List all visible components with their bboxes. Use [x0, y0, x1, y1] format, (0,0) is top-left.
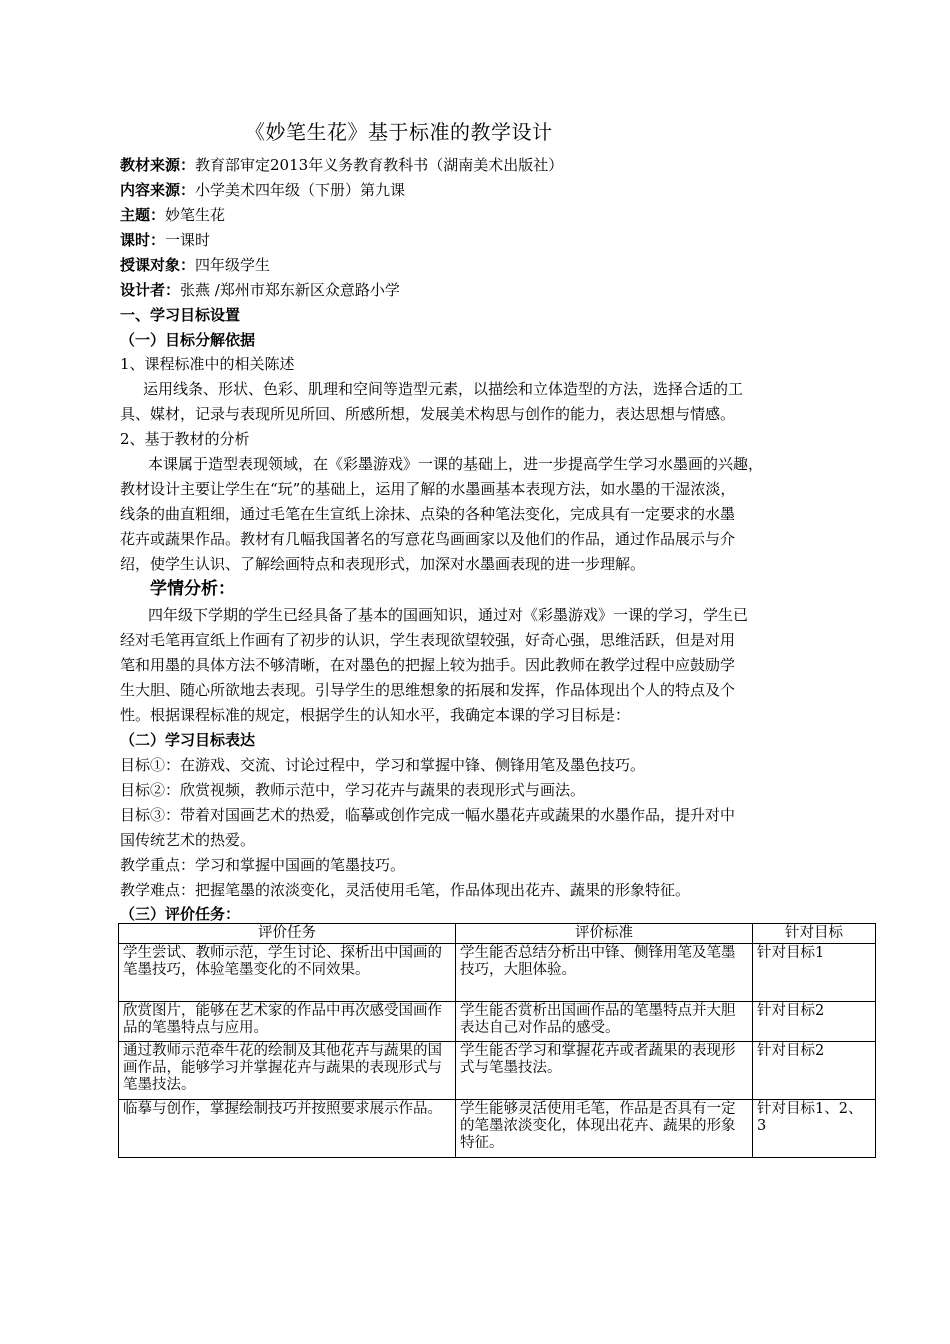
table-cell: 学生尝试、教师示范，学生讨论、探析出中国画的笔墨技巧，体验笔墨变化的不同效果。 [119, 944, 456, 1002]
meta-source [120, 153, 563, 177]
section-heading-1c: （三）评价任务： [120, 905, 241, 923]
paragraph-1-line-1: 运用线条、形状、色彩、肌理和空间等造型元素，以描绘和立体造型的方法，选择合适的工 [143, 380, 744, 398]
paragraph-3-line-3: 笔和用墨的具体方法不够清晰，在对墨色的把握上较为拙手。因此教师在教学过程中应鼓励学 [120, 656, 736, 674]
table-row [119, 1042, 876, 1100]
student-analysis-heading: 学情分析： [150, 579, 235, 599]
table-row [119, 1100, 876, 1158]
teaching-difficulty: 教学难点：把握笔墨的浓淡变化，灵活使用毛笔，作品体现出花卉、蔬果的形象特征。 [120, 881, 691, 899]
table-cell: 欣赏图片，能够在艺术家的作品中再次感受国画作品的笔墨特点与应用。 [119, 1002, 456, 1042]
goal-2: 目标②：欣赏视频，教师示范中，学习花卉与蔬果的表现形式与画法。 [120, 781, 586, 799]
meta-content-label: 内容来源： [120, 181, 196, 199]
meta-hours [120, 228, 210, 252]
paragraph-2-line-3: 线条的曲直粗细，通过毛笔在生宣纸上涂抹、点染的各种笔法变化，完成具有一定要求的水墨 [120, 505, 736, 523]
table-row [119, 944, 876, 1002]
table-cell: 临摹与创作，掌握绘制技巧并按照要求展示作品。 [119, 1100, 456, 1158]
teaching-key-point: 教学重点：学习和掌握中国画的笔墨技巧。 [120, 856, 406, 874]
meta-topic [120, 203, 225, 227]
table-header-row [119, 924, 876, 944]
paragraph-2-line-1: 本课属于造型表现领域，在《彩墨游戏》一课的基础上，进一步提高学生学习水墨画的兴趣， [148, 455, 764, 473]
goal-3-line-2: 国传统艺术的热爱。 [120, 831, 256, 849]
table-cell: 通过教师示范牵牛花的绘制及其他花卉与蔬果的国画作品，能够学习并掌握花卉与蔬果的表现形式与笔墨技法。 [119, 1042, 456, 1100]
meta-topic-label: 主题： [120, 206, 166, 224]
meta-source-label: 教材来源： [120, 156, 196, 174]
meta-topic-value: 妙笔生花 [165, 206, 226, 224]
goal-1: 目标①：在游戏、交流、讨论过程中，学习和掌握中锋、侧锋用笔及墨色技巧。 [120, 756, 646, 774]
section-heading-1a: （一）目标分解依据 [120, 331, 256, 349]
meta-audience-value: 四年级学生 [195, 256, 271, 274]
table-header-target: 针对目标 [753, 924, 876, 944]
table-cell: 针对目标2 [753, 1002, 876, 1042]
section-heading-1b: （二）学习目标表达 [120, 731, 256, 749]
table-cell: 针对目标1、2、3 [753, 1100, 876, 1158]
paragraph-3-line-4: 生大胆、随心所欲地去表现。引导学生的思维想象的拓展和发挥，作品体现出个人的特点及个 [120, 681, 736, 699]
document-title: 《妙笔生花》基于标准的教学设计 [245, 120, 553, 144]
paragraph-3-line-1: 四年级下学期的学生已经具备了基本的国画知识，通过对《彩墨游戏》一课的学习，学生已 [148, 606, 749, 624]
table-cell: 针对目标1 [753, 944, 876, 1002]
table-row [119, 1002, 876, 1042]
section-heading-1: 一、学习目标设置 [120, 306, 241, 324]
table-cell: 学生能够灵活使用毛笔，作品是否具有一定的笔墨浓淡变化，体现出花卉、蔬果的形象特征。 [456, 1100, 753, 1158]
meta-designer [120, 278, 400, 302]
meta-content [120, 178, 405, 202]
table-header-standard: 评价标准 [456, 924, 753, 944]
paragraph-2-line-4: 花卉或蔬果作品。教材有几幅我国著名的写意花鸟画画家以及他们的作品，通过作品展示与介 [120, 530, 736, 548]
table-cell: 学生能否赏析出国画作品的笔墨特点并大胆表达自己对作品的感受。 [456, 1002, 753, 1042]
meta-source-value: 教育部审定2013年义务教育教科书（湖南美术出版社） [195, 156, 564, 174]
table-cell: 学生能否总结分析出中锋、侧锋用笔及笔墨技巧，大胆体验。 [456, 944, 753, 1002]
meta-designer-value: 张燕 /郑州市郑东新区众意路小学 [180, 281, 400, 299]
evaluation-table [118, 923, 876, 1158]
table-cell: 学生能否学习和掌握花卉或者蔬果的表现形式与笔墨技法。 [456, 1042, 753, 1100]
paragraph-3-line-5: 性。根据课程标准的规定，根据学生的认知水平，我确定本课的学习目标是： [120, 706, 631, 724]
paragraph-2-title: 2、基于教材的分析 [120, 430, 250, 448]
meta-audience [120, 253, 270, 277]
paragraph-2-line-5: 绍，使学生认识、了解绘画特点和表现形式，加深对水墨画表现的进一步理解。 [120, 555, 646, 573]
meta-audience-label: 授课对象： [120, 256, 196, 274]
meta-designer-label: 设计者： [120, 281, 181, 299]
paragraph-3-line-2: 经对毛笔再宣纸上作画有了初步的认识，学生表现欲望较强，好奇心强，思维活跃，但是对用 [120, 631, 736, 649]
meta-content-value: 小学美术四年级（下册）第九课 [195, 181, 406, 199]
table-header-task: 评价任务 [119, 924, 456, 944]
goal-3-line-1: 目标③：带着对国画艺术的热爱，临摹或创作完成一幅水墨花卉或蔬果的水墨作品，提升对中 [120, 806, 736, 824]
paragraph-1-line-2: 具、媒材，记录与表现所见所回、所感所想，发展美术构思与创作的能力，表达思想与情感。 [120, 405, 736, 423]
meta-hours-label: 课时： [120, 231, 166, 249]
table-cell: 针对目标2 [753, 1042, 876, 1100]
meta-hours-value: 一课时 [165, 231, 211, 249]
paragraph-1-title: 1、课程标准中的相关陈述 [120, 355, 295, 373]
paragraph-2-line-2: 教材设计主要让学生在“玩”的基础上，运用了解的水墨画基本表现方法，如水墨的干湿浓淡， [120, 480, 736, 498]
